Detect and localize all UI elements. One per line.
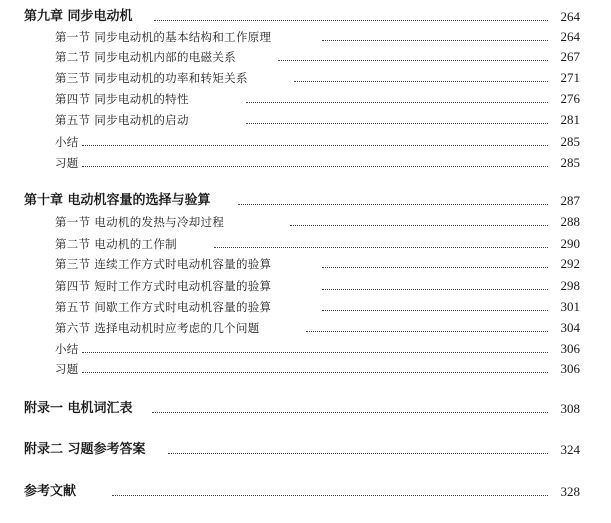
dot-leader [238, 204, 548, 205]
toc-entry-title: 参考文献 [24, 484, 77, 499]
toc-entry-title: 第九章 同步电动机 [24, 9, 133, 24]
toc-entry-title: 第六节 选择电动机时应考虑的几个问题 [55, 321, 260, 335]
toc-section-entry[interactable] [0, 340, 611, 358]
toc-page-number: 267 [560, 49, 580, 64]
toc-chapter-entry[interactable] [0, 192, 611, 210]
toc-section-entry[interactable] [0, 28, 611, 46]
toc-entry-title: 第三节 连续工作方式时电动机容量的验算 [55, 257, 272, 271]
toc-section-entry[interactable] [0, 69, 611, 87]
toc-entry-title: 小结 [55, 135, 79, 149]
toc-chapter-entry[interactable] [0, 483, 611, 501]
dot-leader [278, 60, 548, 61]
toc-entry-title: 第一节 电动机的发热与冷却过程 [55, 215, 225, 229]
dot-leader [82, 352, 548, 353]
toc-section-entry[interactable] [0, 235, 611, 253]
toc-page-number: 292 [560, 256, 580, 271]
toc-page-number: 264 [560, 9, 580, 24]
toc-page-number: 306 [560, 341, 580, 356]
toc-section-entry[interactable] [0, 360, 611, 378]
dot-leader [322, 267, 548, 268]
toc-entry-title: 第五节 间歇工作方式时电动机容量的验算 [55, 300, 272, 314]
toc-chapter-entry[interactable] [0, 400, 611, 418]
dot-leader [82, 372, 548, 373]
dot-leader [322, 40, 548, 41]
dot-leader [322, 289, 548, 290]
toc-entry-title: 第二节 电动机的工作制 [55, 237, 177, 251]
toc-entry-title: 习题 [55, 362, 79, 376]
toc-section-entry[interactable] [0, 255, 611, 273]
toc-page-number: 308 [560, 401, 580, 416]
toc-section-entry[interactable] [0, 48, 611, 66]
toc-page-number: 285 [560, 155, 580, 170]
toc-page-number: 287 [560, 193, 580, 208]
dot-leader [246, 123, 548, 124]
toc-section-entry[interactable] [0, 319, 611, 337]
toc-entry-title: 第四节 同步电动机的特性 [55, 92, 189, 106]
dot-leader [294, 81, 548, 82]
toc-page-number: 324 [560, 442, 580, 457]
toc-entry-title: 附录一 电机词汇表 [24, 401, 133, 416]
toc-page-number: 285 [560, 134, 580, 149]
toc-entry-title: 附录二 习题参考答案 [24, 442, 146, 457]
dot-leader [290, 225, 548, 226]
dot-leader [322, 310, 548, 311]
dot-leader [112, 495, 548, 496]
toc-page-number: 276 [560, 91, 580, 106]
toc-section-entry[interactable] [0, 133, 611, 151]
toc-section-entry[interactable] [0, 277, 611, 295]
dot-leader [214, 247, 548, 248]
toc-entry-title: 第一节 同步电动机的基本结构和工作原理 [55, 30, 272, 44]
toc-entry-title: 小结 [55, 342, 79, 356]
toc-entry-title: 第二节 同步电动机内部的电磁关系 [55, 50, 236, 64]
toc-entry-title: 第四节 短时工作方式时电动机容量的验算 [55, 279, 272, 293]
dot-leader [246, 102, 548, 103]
toc-page-number: 298 [560, 278, 580, 293]
toc-entry-title: 第五节 同步电动机的启动 [55, 113, 189, 127]
toc-section-entry[interactable] [0, 154, 611, 172]
toc-page-number: 264 [560, 29, 580, 44]
dot-leader [82, 145, 548, 146]
toc-entry-title: 第三节 同步电动机的功率和转矩关系 [55, 71, 248, 85]
toc-section-entry[interactable] [0, 298, 611, 316]
toc-page-number: 306 [560, 361, 580, 376]
toc-page-number: 288 [560, 214, 580, 229]
toc-page-number: 290 [560, 236, 580, 251]
dot-leader [168, 453, 548, 454]
dot-leader [306, 331, 548, 332]
dot-leader [82, 166, 548, 167]
toc-entry-title: 第十章 电动机容量的选择与验算 [24, 193, 211, 208]
toc-chapter-entry[interactable] [0, 8, 611, 26]
dot-leader [154, 20, 548, 21]
toc-section-entry[interactable] [0, 111, 611, 129]
toc-page-number: 328 [560, 484, 580, 499]
toc-page-number: 281 [560, 112, 580, 127]
dot-leader [152, 412, 548, 413]
toc-chapter-entry[interactable] [0, 441, 611, 459]
toc-page-number: 304 [560, 320, 580, 335]
toc-section-entry[interactable] [0, 90, 611, 108]
toc-entry-title: 习题 [55, 156, 79, 170]
toc-page-number: 301 [560, 299, 580, 314]
toc-section-entry[interactable] [0, 213, 611, 231]
toc-page-number: 271 [560, 70, 580, 85]
